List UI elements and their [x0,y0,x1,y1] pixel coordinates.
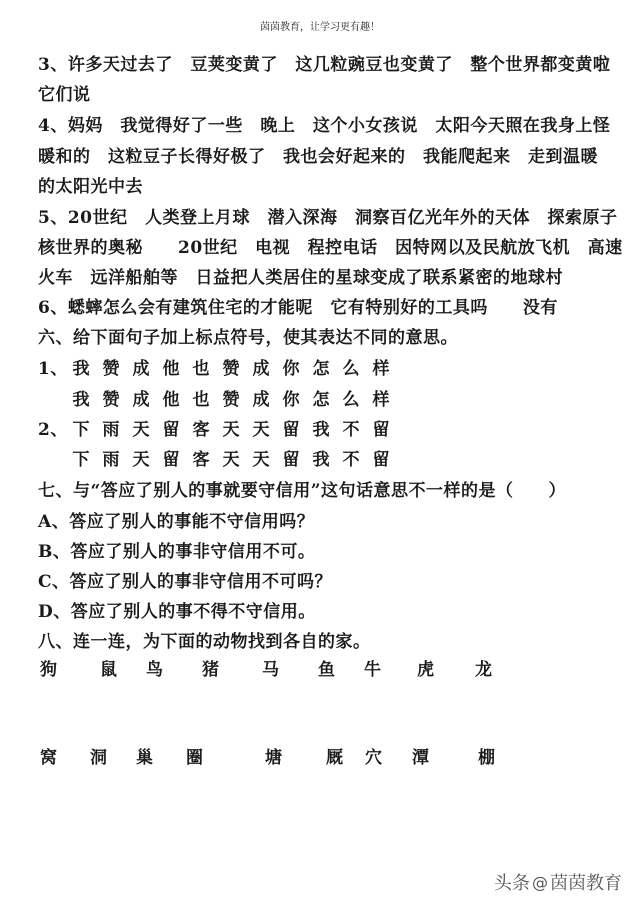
home-item: 穴 [365,748,382,768]
home-item: 洞 [90,748,107,768]
q2-char: 天 [222,420,240,440]
q2-char: 我 [312,420,330,440]
home-item: 棚 [478,748,495,768]
q2-char: 雨 [102,450,120,470]
animal-item: 狗 [40,660,57,680]
text-line: 暖和的 这粒豆子长得好极了 我也会好起来的 我能爬起来 走到温暖 [38,147,598,167]
q1-char: 成 [132,359,150,379]
home-item: 潭 [412,748,429,768]
section-6-title: 六、给下面句子加上标点符号，使其表达不同的意思。 [38,328,458,348]
animal-item: 猪 [202,660,219,680]
q2-char: 客 [192,420,210,440]
animal-item: 虎 [417,660,434,680]
q2-char: 雨 [102,420,120,440]
q2-char: 留 [372,420,390,440]
animal-item: 鸟 [146,660,163,680]
text-line: 4、妈妈 我觉得好了一些 晚上 这个小女孩说 太阳今天照在我身上怪 [38,116,611,136]
q2-char: 留 [162,450,180,470]
text-line: 6、蟋蟀怎么会有建筑住宅的才能呢 它有特别好的工具吗 没有 [38,298,558,318]
text-line: 的太阳光中去 [38,177,143,197]
option-c: C、答应了别人的事非守信用不可吗？ [38,572,333,592]
section-7-title: 七、与“答应了别人的事就要守信用”这句话意思不一样的是（ ） [38,481,567,501]
q2-char: 天 [132,420,150,440]
q1-char: 你 [282,359,300,379]
animal-item: 鱼 [318,660,335,680]
q1-char: 怎 [312,359,330,379]
animal-item: 龙 [475,660,492,680]
watermark-at: @ [532,872,548,892]
source-watermark [494,869,622,895]
section-8-title: 八、连一连，为下面的动物找到各自的家。 [38,632,371,652]
home-item: 圈 [186,748,203,768]
q2-char: 我 [312,450,330,470]
option-d: D、答应了别人的事不得不守信用。 [38,602,316,622]
q1-char: 么 [342,359,360,379]
home-item: 巢 [136,748,153,768]
q2-char: 下 [72,420,90,440]
home-item: 厩 [326,748,343,768]
page-header: 茵茵教育，让学习更有趣！ [260,22,380,33]
text-line: 火车 远洋船舶等 日益把人类居住的星球变成了联系紧密的地球村 [38,268,563,288]
q1-char: 赞 [102,390,120,410]
q1-char: 你 [282,390,300,410]
q2-char: 留 [372,450,390,470]
q1-char: 赞 [222,359,240,379]
watermark-source: 头条 [494,873,530,894]
q1-char: 成 [252,359,270,379]
q2-char: 留 [162,420,180,440]
q1-char: 他 [162,390,180,410]
animal-item: 鼠 [100,660,117,680]
home-item: 塘 [265,748,282,768]
q2-char: 天 [252,420,270,440]
q1-char: 赞 [102,359,120,379]
q1-row-2 [66,385,396,410]
option-b: B、答应了别人的事非守信用不可。 [38,542,316,562]
q1-char: 赞 [222,390,240,410]
home-item: 窝 [40,748,57,768]
text-line: 3、许多天过去了 豆荚变黄了 这几粒豌豆也变黄了 整个世界都变黄啦 [38,55,611,75]
q2-char: 下 [72,450,90,470]
q1-char: 成 [132,390,150,410]
q1-char: 我 [72,359,90,379]
q1-char: 样 [372,359,390,379]
q2-char: 天 [222,450,240,470]
q1-char: 也 [192,390,210,410]
q1-row-1 [66,354,396,379]
option-a: A、答应了别人的事能不守信用吗？ [38,512,315,532]
q1-char: 我 [72,390,90,410]
animal-item: 马 [262,660,279,680]
q1-char: 也 [192,359,210,379]
q2-char: 客 [192,450,210,470]
text-line: 它们说 [38,85,91,105]
watermark-account: 茵茵教育 [550,873,622,894]
q1-char: 样 [372,390,390,410]
q2-char: 天 [252,450,270,470]
q1-char: 怎 [312,390,330,410]
q2-char: 留 [282,450,300,470]
q2-row-2 [66,445,396,470]
q2-number: 2、 [38,420,68,440]
q1-char: 他 [162,359,180,379]
q2-char: 不 [342,420,360,440]
text-line: 5、20世纪 人类登上月球 潜入深海 洞察百亿光年外的天体 探索原子 [38,208,618,228]
q2-char: 留 [282,420,300,440]
q2-char: 天 [132,450,150,470]
text-line: 核世界的奥秘 20世纪 电视 程控电话 因特网以及民航放飞机 高速 [38,238,623,258]
q1-char: 么 [342,390,360,410]
q1-char: 成 [252,390,270,410]
q2-row-1 [66,415,396,440]
q1-number: 1、 [38,359,68,379]
q2-char: 不 [342,450,360,470]
animal-item: 牛 [364,660,381,680]
